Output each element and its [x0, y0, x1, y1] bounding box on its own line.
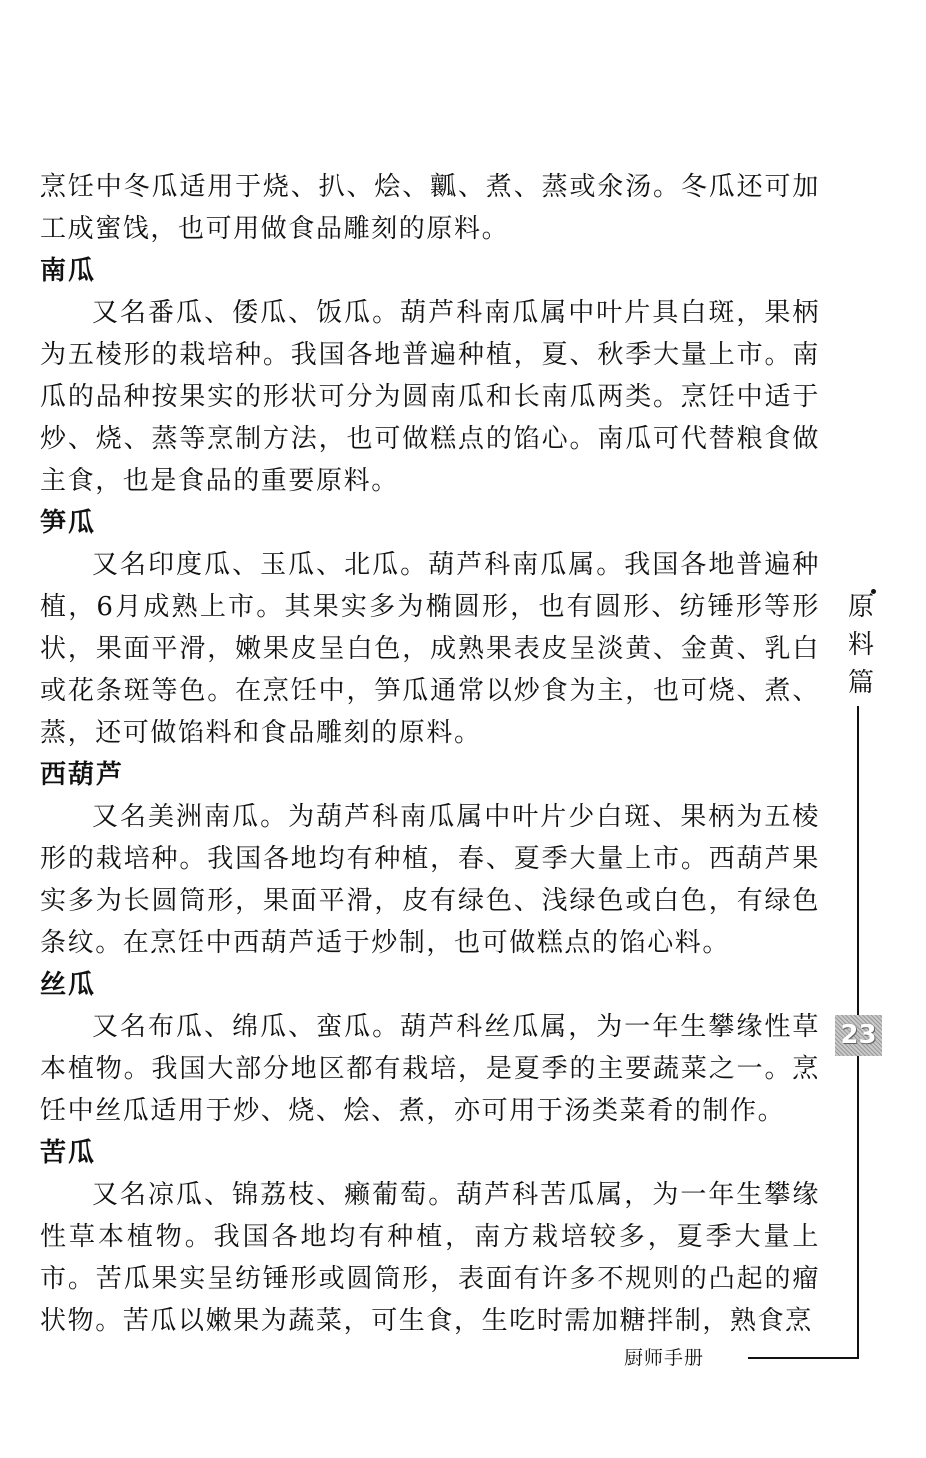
body-text: [40, 166, 820, 1342]
paragraph-bitter-melon: 又名凉瓜、锦荔枝、癞葡萄。葫芦科苦瓜属，为一年生攀缘性草本植物。我国各地均有种植，南方栽培较多，夏季大量上市。苦瓜果实呈纺锤形或圆筒形，表面有许多不规则的凸起的瘤状物。苦瓜以嫩果为蔬菜，可生食，生吃时需加糖拌制，熟食烹: [40, 1180, 820, 1336]
paragraph-pumpkin: 又名番瓜、倭瓜、饭瓜。葫芦科南瓜属中叶片具白斑，果柄为五棱形的栽培种。我国各地普遍种植，夏、秋季大量上市。南瓜的品种按果实的形状可分为圆南瓜和长南瓜两类。烹饪中适于炒、烧、蒸等烹制方法，也可做糕点的馅心。南瓜可代替粮食做主食，也是食品的重要原料。: [40, 298, 820, 496]
section-label-char: 料: [847, 630, 874, 660]
paragraph-zucchini: 又名美洲南瓜。为葫芦科南瓜属中叶片少白斑、果柄为五棱形的栽培种。我国各地均有种植，春、夏季大量上市。西葫芦果实多为长圆筒形，果面平滑，皮有绿色、浅绿色或白色，有绿色条纹。在烹饪中西葫芦适于炒制，也可做糕点的馅心料。: [40, 802, 820, 958]
book-title: 厨师手册: [624, 1347, 705, 1369]
paragraph-winter-melon-end: 烹饪中冬瓜适用于烧、扒、烩、瓤、煮、蒸或氽汤。冬瓜还可加工成蜜饯，也可用做食品雕刻的原料。: [40, 172, 820, 244]
paragraph-luffa: 又名布瓜、绵瓜、蛮瓜。葫芦科丝瓜属，为一年生攀缘性草本植物。我国大部分地区都有栽培，是夏季的主要蔬菜之一。烹饪中丝瓜适用于炒、烧、烩、煮，亦可用于汤类菜肴的制作。: [40, 1012, 820, 1126]
section-label-char: 原: [847, 592, 874, 622]
page-number: 23: [835, 1015, 882, 1056]
section-label-char: 篇: [847, 668, 874, 698]
heading-pumpkin: 南瓜: [40, 256, 97, 286]
heading-luffa: 丝瓜: [40, 970, 97, 1000]
section-label: [846, 588, 876, 702]
paragraph-winter-squash: 又名印度瓜、玉瓜、北瓜。葫芦科南瓜属。我国各地普遍种植，6月成熟上市。其果实多为椭圆形，也有圆形、纺锤形等形状，果面平滑，嫩果皮呈白色，成熟果表皮呈淡黄、金黄、乳白或花条斑等色。在烹饪中，笋瓜通常以炒食为主，也可烧、煮、蒸，还可做馅料和食品雕刻的原料。: [40, 550, 820, 748]
heading-winter-squash: 笋瓜: [40, 508, 97, 538]
heading-bitter-melon: 苦瓜: [40, 1138, 97, 1168]
heading-zucchini: 西葫芦: [40, 760, 125, 790]
footer-rule: [748, 1357, 859, 1359]
